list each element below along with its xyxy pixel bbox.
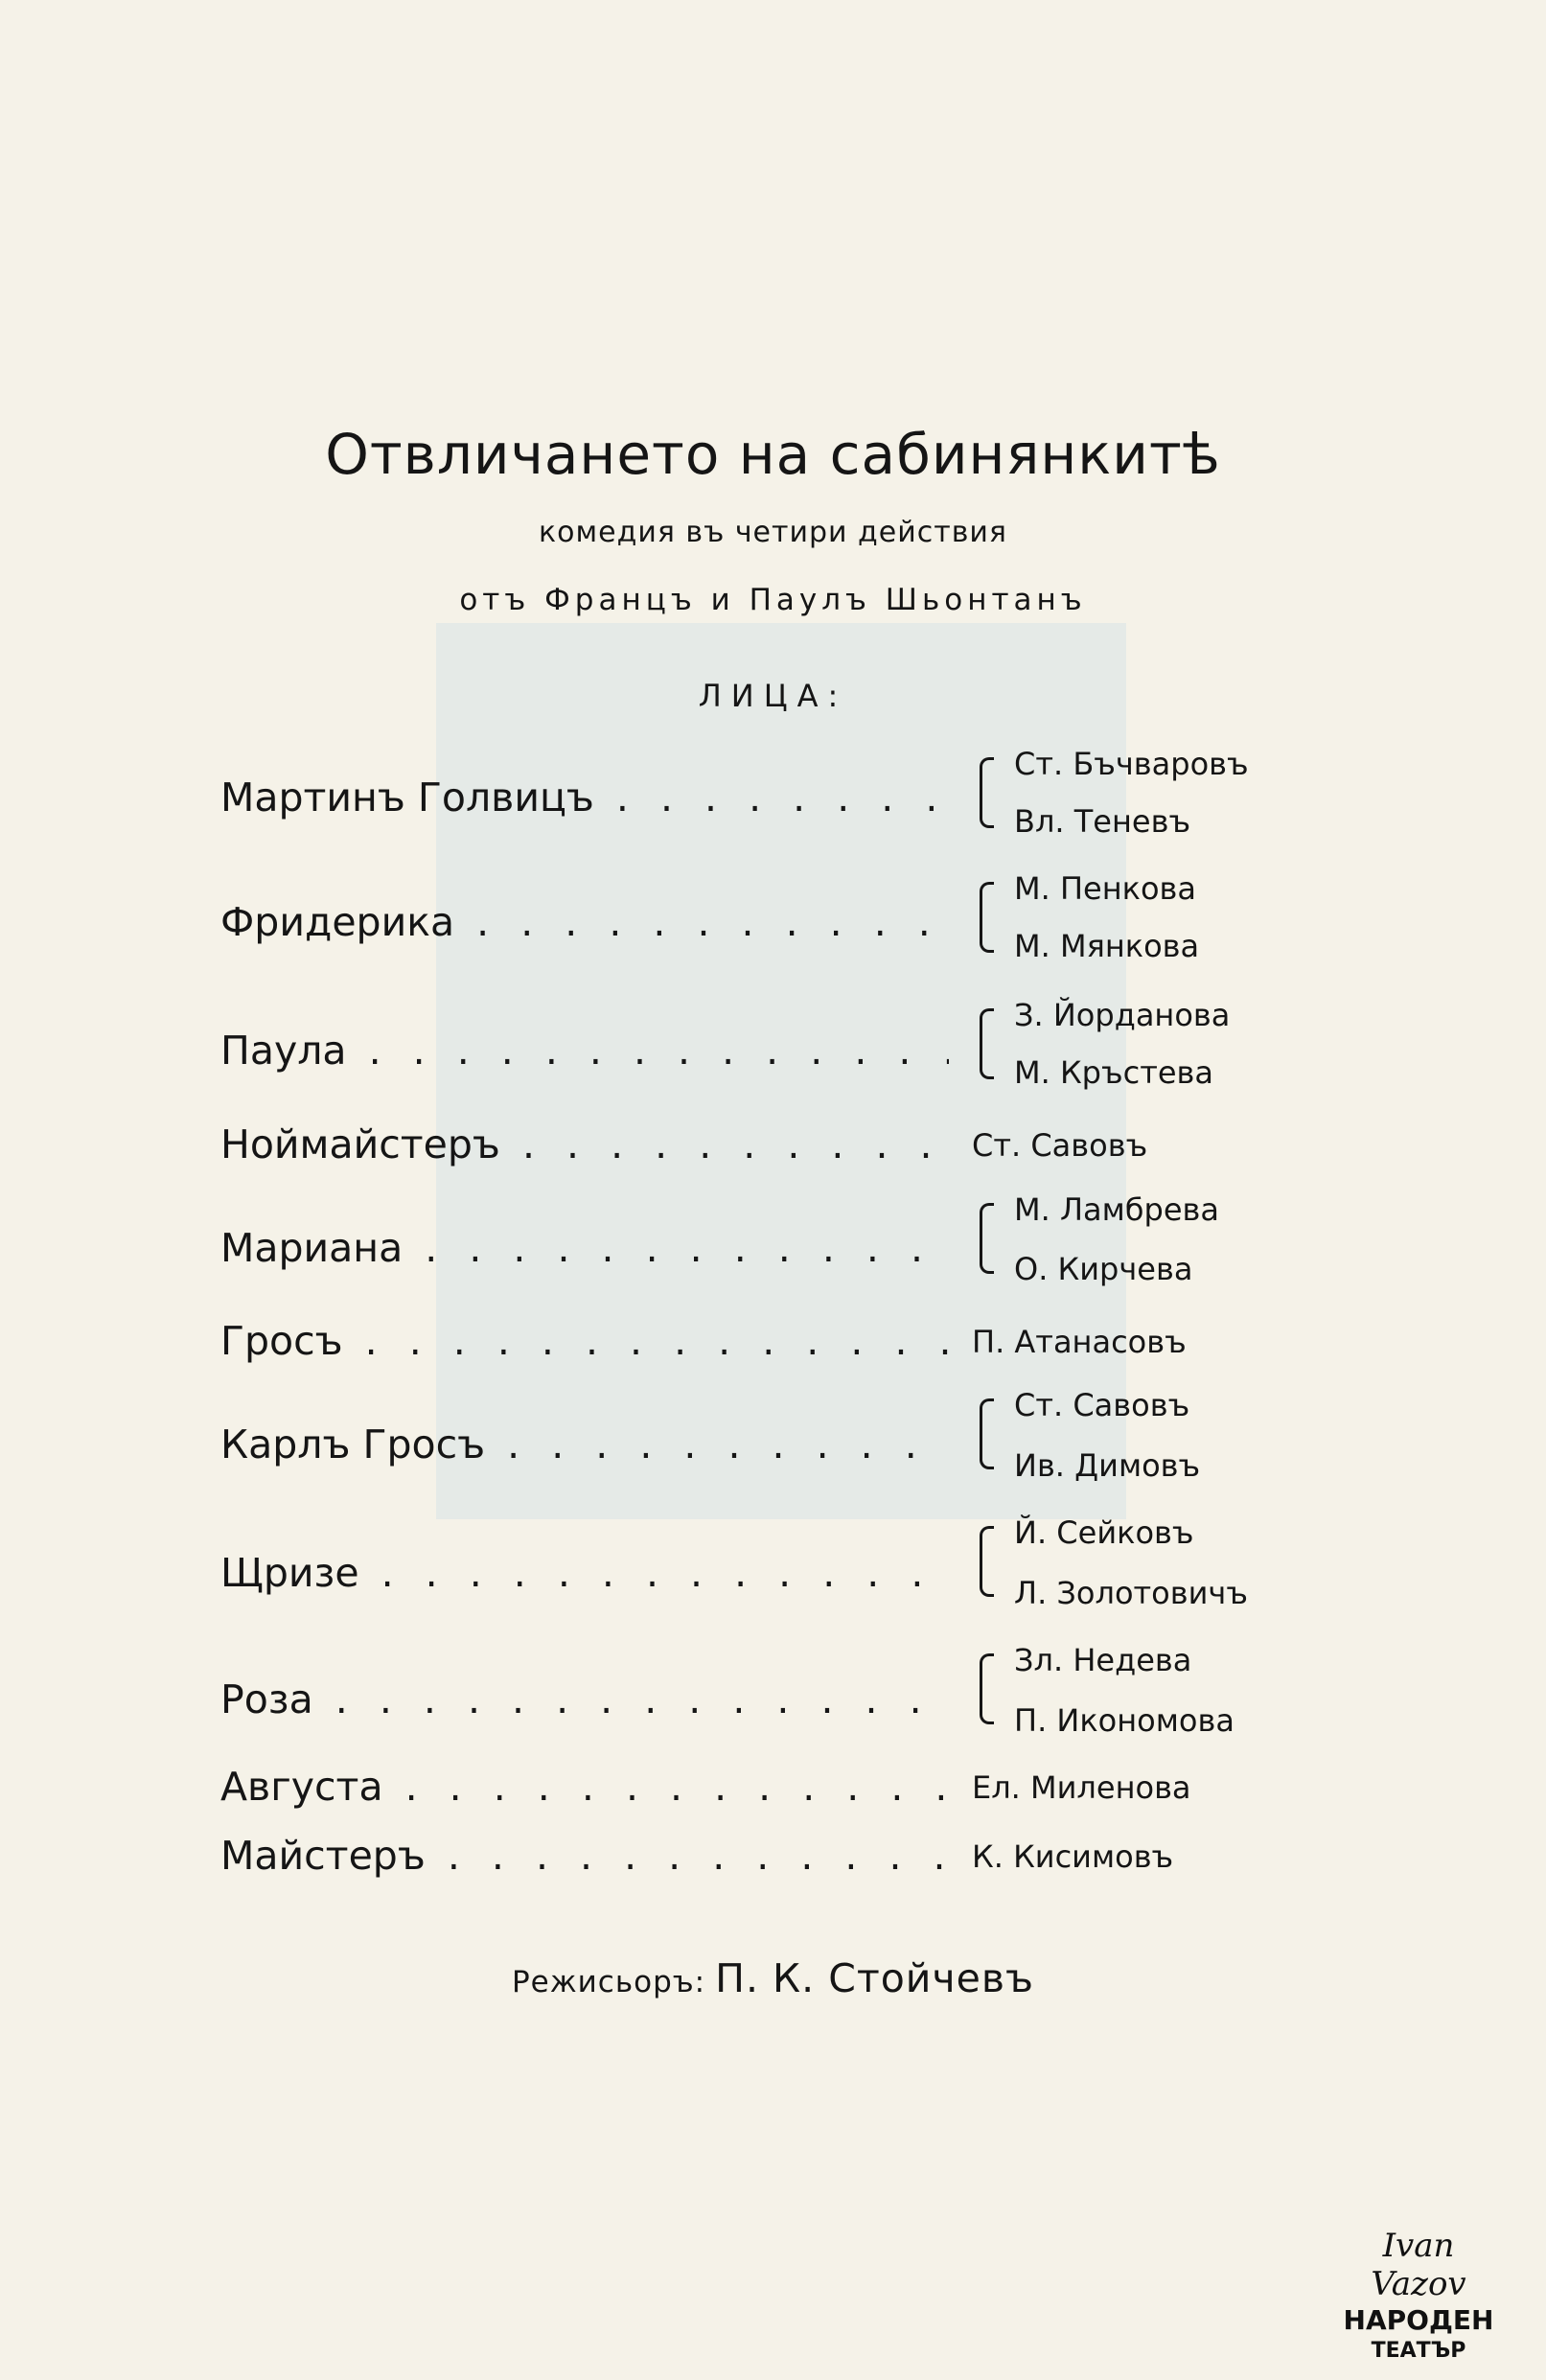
actor-name: Й. Сейковъ bbox=[1014, 1514, 1194, 1551]
brace-icon bbox=[980, 1526, 994, 1597]
actor-name: Л. Золотовичъ bbox=[1014, 1575, 1248, 1611]
role-name: Роза . . . bbox=[220, 1676, 949, 1722]
play-subtitle: комедия въ четири действия bbox=[539, 516, 1007, 549]
brace-icon bbox=[980, 1008, 994, 1079]
actor-name: П. Икономова bbox=[1014, 1702, 1234, 1739]
role-name: Карлъ Гросъ . . . bbox=[220, 1421, 949, 1467]
play-title: Отвличането на сабинянкитѣ bbox=[325, 422, 1221, 487]
actor-name: Вл. Теневъ bbox=[1014, 803, 1191, 840]
director-label: Режисьоръ: bbox=[511, 1965, 706, 1999]
actor-name: М. Кръстева bbox=[1014, 1054, 1213, 1091]
brace-icon bbox=[980, 882, 994, 953]
role-name: Паула . . . bbox=[220, 1028, 949, 1074]
actor-name: М. Ламбрева bbox=[1014, 1191, 1219, 1228]
play-authors: отъ Францъ и Паулъ Шьонтанъ bbox=[459, 583, 1087, 617]
role-name: Августа . . . bbox=[220, 1764, 949, 1810]
actor-name: Ел. Миленова bbox=[972, 1769, 1191, 1806]
logo-signature: Ivan Vazov bbox=[1371, 2227, 1466, 2303]
director-name: П. К. Стойчевъ bbox=[715, 1955, 1035, 2001]
role-name: Майстеръ . . . bbox=[220, 1833, 949, 1879]
actor-name: Ив. Димовъ bbox=[1014, 1447, 1201, 1484]
brace-icon bbox=[980, 1203, 994, 1274]
logo-line-1: НАРОДЕН bbox=[1343, 2304, 1494, 2336]
role-name: Ноймайстеръ . . . bbox=[220, 1121, 949, 1167]
actor-name: Ст. Савовъ bbox=[1014, 1387, 1190, 1423]
actor-name: М. Мянкова bbox=[1014, 928, 1200, 964]
role-name: Щризе . . . bbox=[220, 1550, 949, 1596]
role-name: Фридерика . . . bbox=[220, 899, 949, 945]
brace-icon bbox=[980, 757, 994, 828]
role-name: Гросъ . . . bbox=[220, 1318, 949, 1364]
actor-name: Зл. Недева bbox=[1014, 1642, 1192, 1678]
role-name: Мариана . . . bbox=[220, 1225, 949, 1271]
logo-line-2: ТЕАТЪР bbox=[1371, 2339, 1466, 2363]
brace-icon bbox=[980, 1653, 994, 1724]
actor-name: О. Кирчева bbox=[1014, 1251, 1193, 1287]
actor-name: К. Кисимовъ bbox=[972, 1838, 1174, 1875]
actor-name: П. Атанасовъ bbox=[972, 1324, 1187, 1360]
national-theatre-logo bbox=[1337, 2227, 1500, 2363]
director-credit bbox=[0, 1955, 1546, 2001]
actor-name: Ст. Бъчваровъ bbox=[1014, 746, 1249, 782]
actor-name: М. Пенкова bbox=[1014, 870, 1196, 907]
brace-icon bbox=[980, 1398, 994, 1469]
actor-name: З. Йорданова bbox=[1014, 997, 1231, 1033]
actor-name: Ст. Савовъ bbox=[972, 1127, 1148, 1164]
cast-heading: ЛИЦА: bbox=[698, 678, 848, 714]
role-name: Мартинъ Голвицъ . . . bbox=[220, 774, 949, 820]
